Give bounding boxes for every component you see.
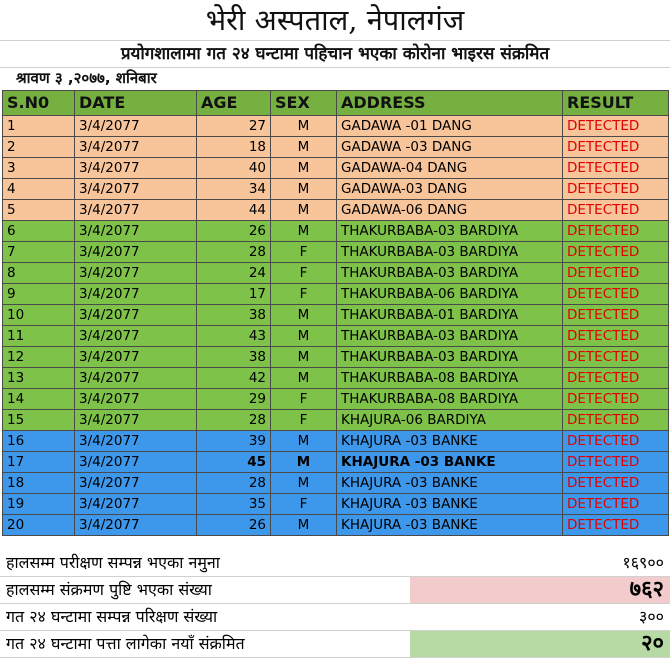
cell-date: 3/4/2077 <box>75 263 197 284</box>
cell-address: THAKURBABA-08 BARDIYA <box>337 389 563 410</box>
cell-date: 3/4/2077 <box>75 431 197 452</box>
cell-date: 3/4/2077 <box>75 179 197 200</box>
cell-sn: 19 <box>3 494 75 515</box>
cell-sex: M <box>271 473 337 494</box>
table-row <box>3 368 669 389</box>
cell-sn: 1 <box>3 116 75 137</box>
cell-result: DETECTED <box>563 368 669 389</box>
cell-sex: M <box>271 431 337 452</box>
summary-table <box>0 550 670 658</box>
cell-age: 18 <box>197 137 271 158</box>
table-row <box>3 137 669 158</box>
cell-address: KHAJURA-06 BARDIYA <box>337 410 563 431</box>
cell-address: KHAJURA -03 BANKE <box>337 473 563 494</box>
cell-result: DETECTED <box>563 347 669 368</box>
cell-age: 38 <box>197 347 271 368</box>
cell-date: 3/4/2077 <box>75 515 197 536</box>
cell-result: DETECTED <box>563 494 669 515</box>
cell-sn: 5 <box>3 200 75 221</box>
summary-value: २० <box>410 631 670 658</box>
cell-sn: 18 <box>3 473 75 494</box>
table-row <box>3 158 669 179</box>
cell-address: THAKURBABA-03 BARDIYA <box>337 347 563 368</box>
cell-date: 3/4/2077 <box>75 368 197 389</box>
table-row <box>3 326 669 347</box>
col-header-address: ADDRESS <box>337 91 563 116</box>
table-row <box>3 494 669 515</box>
cell-address: THAKURBABA-08 BARDIYA <box>337 368 563 389</box>
cell-sex: M <box>271 515 337 536</box>
cell-sex: M <box>271 179 337 200</box>
cell-sex: F <box>271 242 337 263</box>
cell-address: GADAWA -01 DANG <box>337 116 563 137</box>
cell-age: 29 <box>197 389 271 410</box>
cell-age: 26 <box>197 515 271 536</box>
cell-result: DETECTED <box>563 473 669 494</box>
cell-age: 28 <box>197 410 271 431</box>
cell-sex: M <box>271 347 337 368</box>
cell-age: 17 <box>197 284 271 305</box>
cell-sn: 20 <box>3 515 75 536</box>
cell-address: GADAWA -03 DANG <box>337 137 563 158</box>
table-row <box>3 389 669 410</box>
table-row <box>3 200 669 221</box>
cell-sn: 6 <box>3 221 75 242</box>
cell-date: 3/4/2077 <box>75 410 197 431</box>
cell-sex: F <box>271 263 337 284</box>
table-row <box>3 116 669 137</box>
col-header-sex: SEX <box>271 91 337 116</box>
col-header-age: AGE <box>197 91 271 116</box>
cell-sn: 2 <box>3 137 75 158</box>
table-row <box>3 515 669 536</box>
report-subtitle: प्रयोगशालामा गत २४ घन्टामा पहिचान भएका कोरोना भाइरस संक्रमित <box>0 40 670 68</box>
cell-result: DETECTED <box>563 158 669 179</box>
cell-result: DETECTED <box>563 452 669 473</box>
cell-date: 3/4/2077 <box>75 452 197 473</box>
cell-age: 24 <box>197 263 271 284</box>
cell-age: 34 <box>197 179 271 200</box>
cell-sn: 14 <box>3 389 75 410</box>
hospital-title: भेरी अस्पताल, नेपालगंज <box>205 3 465 37</box>
table-row <box>3 179 669 200</box>
cell-age: 44 <box>197 200 271 221</box>
cell-result: DETECTED <box>563 431 669 452</box>
cell-result: DETECTED <box>563 242 669 263</box>
cell-date: 3/4/2077 <box>75 116 197 137</box>
cell-sn: 4 <box>3 179 75 200</box>
cell-age: 28 <box>197 473 271 494</box>
table-row <box>3 221 669 242</box>
cell-result: DETECTED <box>563 389 669 410</box>
summary-label: गत २४ घन्टामा सम्पन्न परिक्षण संख्या <box>0 604 410 631</box>
cell-age: 27 <box>197 116 271 137</box>
cell-age: 39 <box>197 431 271 452</box>
summary-value: ७६२ <box>410 577 670 604</box>
summary-row-new-cases-24h <box>0 631 670 658</box>
cell-result: DETECTED <box>563 515 669 536</box>
cell-result: DETECTED <box>563 137 669 158</box>
cell-sex: M <box>271 158 337 179</box>
summary-label: हालसम्म परीक्षण सम्पन्न भएका नमुना <box>0 550 410 577</box>
cell-result: DETECTED <box>563 263 669 284</box>
cell-address: THAKURBABA-06 BARDIYA <box>337 284 563 305</box>
table-row <box>3 431 669 452</box>
cell-sn: 13 <box>3 368 75 389</box>
cell-date: 3/4/2077 <box>75 200 197 221</box>
cell-result: DETECTED <box>563 284 669 305</box>
cell-address: THAKURBABA-03 BARDIYA <box>337 221 563 242</box>
table-row <box>3 410 669 431</box>
cases-table <box>2 90 669 536</box>
cell-address: THAKURBABA-01 BARDIYA <box>337 305 563 326</box>
cell-age: 45 <box>197 452 271 473</box>
cell-address: GADAWA-04 DANG <box>337 158 563 179</box>
cell-sn: 16 <box>3 431 75 452</box>
cell-sn: 3 <box>3 158 75 179</box>
cell-date: 3/4/2077 <box>75 221 197 242</box>
table-row <box>3 347 669 368</box>
cell-address: THAKURBABA-03 BARDIYA <box>337 326 563 347</box>
cell-date: 3/4/2077 <box>75 473 197 494</box>
cell-address: KHAJURA -03 BANKE <box>337 494 563 515</box>
cell-address: KHAJURA -03 BANKE <box>337 452 563 473</box>
table-row <box>3 452 669 473</box>
table-row <box>3 305 669 326</box>
cell-sex: M <box>271 368 337 389</box>
cell-date: 3/4/2077 <box>75 284 197 305</box>
cell-sn: 7 <box>3 242 75 263</box>
report-date: श्रावण ३ ,२०७७, शनिबार <box>16 69 157 87</box>
table-row <box>3 242 669 263</box>
cell-address: THAKURBABA-03 BARDIYA <box>337 242 563 263</box>
cell-date: 3/4/2077 <box>75 305 197 326</box>
cell-sex: M <box>271 326 337 347</box>
cell-result: DETECTED <box>563 326 669 347</box>
cell-age: 38 <box>197 305 271 326</box>
table-row <box>3 284 669 305</box>
table-header-row <box>3 91 669 116</box>
summary-row-tests-24h <box>0 604 670 631</box>
cell-address: KHAJURA -03 BANKE <box>337 515 563 536</box>
cell-sex: M <box>271 452 337 473</box>
cell-age: 35 <box>197 494 271 515</box>
summary-value: १६९०० <box>410 550 670 577</box>
col-header-result: RESULT <box>563 91 669 116</box>
cell-result: DETECTED <box>563 200 669 221</box>
cell-sex: M <box>271 200 337 221</box>
table-row <box>3 263 669 284</box>
cell-sex: F <box>271 494 337 515</box>
cell-sn: 12 <box>3 347 75 368</box>
summary-label: हालसम्म संक्रमण पुष्टि भएका संख्या <box>0 577 410 604</box>
cell-age: 28 <box>197 242 271 263</box>
summary-row-total-tests <box>0 550 670 577</box>
cell-age: 42 <box>197 368 271 389</box>
summary-row-total-confirmed <box>0 577 670 604</box>
cell-date: 3/4/2077 <box>75 242 197 263</box>
cell-sn: 11 <box>3 326 75 347</box>
cell-sex: M <box>271 221 337 242</box>
cell-result: DETECTED <box>563 116 669 137</box>
cell-sn: 15 <box>3 410 75 431</box>
cell-sn: 9 <box>3 284 75 305</box>
cell-age: 40 <box>197 158 271 179</box>
cell-sex: M <box>271 116 337 137</box>
cell-date: 3/4/2077 <box>75 326 197 347</box>
cell-date: 3/4/2077 <box>75 158 197 179</box>
col-header-date: DATE <box>75 91 197 116</box>
cell-date: 3/4/2077 <box>75 347 197 368</box>
summary-value: ३०० <box>410 604 670 631</box>
cell-address: KHAJURA -03 BANKE <box>337 431 563 452</box>
cell-sex: M <box>271 137 337 158</box>
cell-result: DETECTED <box>563 179 669 200</box>
cell-date: 3/4/2077 <box>75 137 197 158</box>
cell-sex: F <box>271 389 337 410</box>
cell-sn: 17 <box>3 452 75 473</box>
cases-table-body <box>3 116 669 536</box>
cell-sex: F <box>271 410 337 431</box>
cell-address: GADAWA-06 DANG <box>337 200 563 221</box>
cell-date: 3/4/2077 <box>75 494 197 515</box>
cell-age: 43 <box>197 326 271 347</box>
cell-date: 3/4/2077 <box>75 389 197 410</box>
cell-address: GADAWA-03 DANG <box>337 179 563 200</box>
cell-sn: 8 <box>3 263 75 284</box>
cell-sex: F <box>271 284 337 305</box>
cell-address: THAKURBABA-03 BARDIYA <box>337 263 563 284</box>
cell-result: DETECTED <box>563 410 669 431</box>
cell-result: DETECTED <box>563 221 669 242</box>
summary-label: गत २४ घन्टामा पत्ता लागेका नयाँ संक्रमित <box>0 631 410 658</box>
col-header-sn: S.N0 <box>3 91 75 116</box>
cell-sn: 10 <box>3 305 75 326</box>
cell-sex: M <box>271 305 337 326</box>
table-row <box>3 473 669 494</box>
cell-result: DETECTED <box>563 305 669 326</box>
cell-age: 26 <box>197 221 271 242</box>
